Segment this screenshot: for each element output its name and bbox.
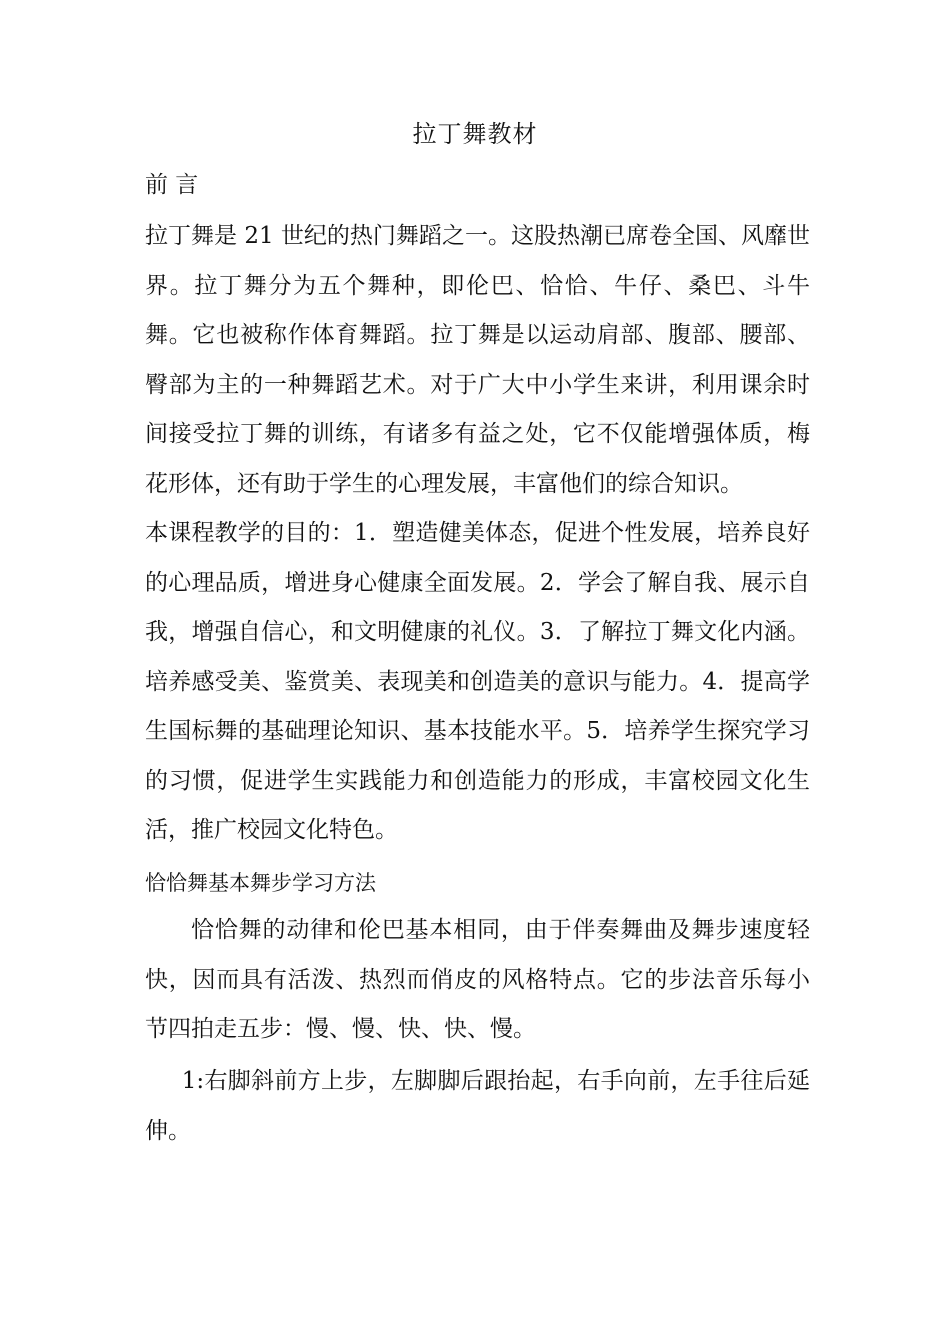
goals-paragraph: 本课程教学的目的：1．塑造健美体态，促进个性发展，培养良好的心理品质，增进身心健康全面发展。2．学会了解自我、展示自我，增强自信心，和文明健康的礼仪。3．了解拉丁舞文化内涵。培养感受美、鉴赏美、表现美和创造美的意识与能力。4．提高学生国标舞的基础理论知识、基本技能水平。5．培养学生探究学习的习惯，促进学生实践能力和创造能力的形成，丰富校园文化生活，推广校园文化特色。 xyxy=(145,520,810,843)
section-heading: 恰恰舞基本舞步学习方法 xyxy=(145,871,376,895)
preface-label: 前 言 xyxy=(145,172,199,198)
step1-paragraph: 1:右脚斜前方上步，左脚脚后跟抬起，右手向前，左手往后延伸。 xyxy=(145,1068,810,1144)
document-title: 拉丁舞教材 xyxy=(412,120,538,148)
intro-paragraph: 拉丁舞是 21 世纪的热门舞蹈之一。这股热潮已席卷全国、风靡世界。拉丁舞分为五个舞种，即伦巴、恰恰、牛仔、桑巴、斗牛舞。它也被称作体育舞蹈。拉丁舞是以运动肩部、腹部、腰部、臀部为主的一种舞蹈艺术。对于广大中小学生来讲，利用课余时间接受拉丁舞的训练，有诸多有益之处，它不仅能增强体质，梅花形体，还有助于学生的心理发展，丰富他们的综合知识。 xyxy=(145,223,810,497)
chacha-paragraph: 恰恰舞的动律和伦巴基本相同，由于伴奏舞曲及舞步速度轻快，因而具有活泼、热烈而俏皮的风格特点。它的步法音乐每小节四拍走五步：慢、慢、快、快、慢。 xyxy=(145,917,810,1042)
